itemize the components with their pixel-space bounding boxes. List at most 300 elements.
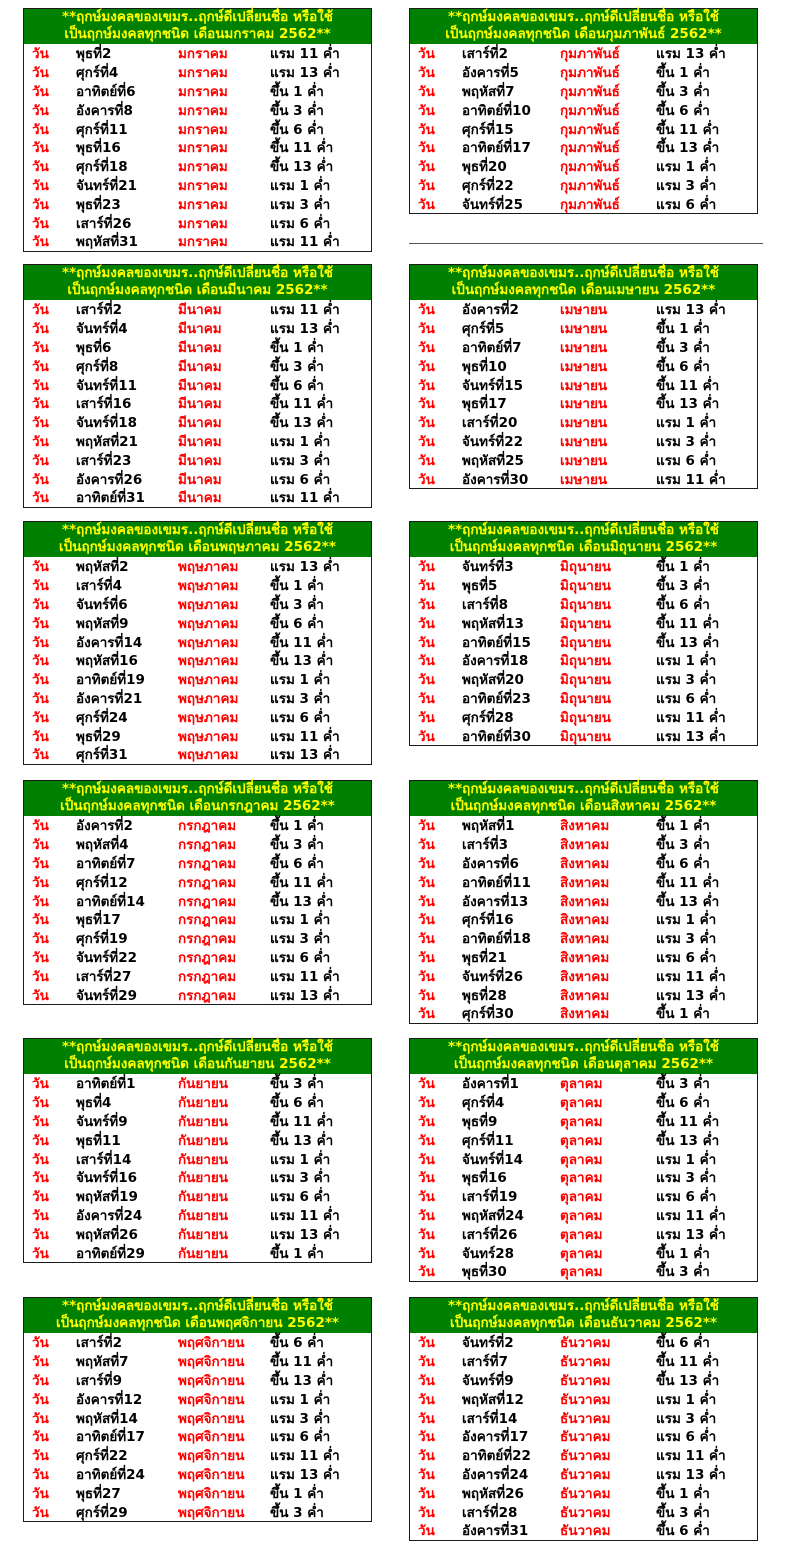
date-row — [410, 1093, 757, 1112]
lunar-phase: แรม 13 ค่ำ — [270, 65, 340, 82]
weekday-date: ศุกร์ที่18 — [76, 159, 128, 176]
month-name: ธันวาคม — [560, 1466, 611, 1483]
date-row — [410, 835, 757, 854]
date-row — [410, 1352, 757, 1371]
date-row — [410, 966, 757, 985]
date-row — [410, 1427, 757, 1446]
date-row — [410, 1502, 757, 1521]
lunar-phase: ขึ้น 3 ค่ำ — [270, 102, 324, 119]
weekday-date: เสาร์ที่20 — [462, 415, 518, 432]
weekday-date: เสาร์ที่8 — [462, 597, 508, 613]
month-name: ธันวาคม — [560, 1429, 611, 1446]
date-row — [24, 213, 371, 232]
lunar-phase: แรม 11 ค่ำ — [270, 490, 340, 507]
lunar-phase: แรม 1 ค่ำ — [656, 159, 717, 176]
date-row — [410, 595, 757, 614]
header-line-1: **ฤกษ์มงคลของเขมร..ฤกษ์ดีเปลี่ยนชื่อ หรือใช้ — [448, 1039, 719, 1055]
lunar-phase: แรม 1 ค่ำ — [270, 1151, 331, 1168]
day-prefix: วัน — [32, 856, 49, 872]
month-card-header — [410, 265, 757, 300]
day-prefix: วัน — [32, 65, 49, 82]
month-name: กุมภาพันธ์ — [560, 159, 620, 176]
header-line-1: **ฤกษ์มงคลของเขมร..ฤกษ์ดีเปลี่ยนชื่อ หรือใช้ — [448, 1298, 719, 1314]
month-card — [409, 1038, 758, 1282]
date-row — [24, 157, 371, 176]
lunar-phase: แรม 3 ค่ำ — [656, 931, 717, 948]
month-name: พฤศจิกายน — [178, 1448, 245, 1465]
weekday-date: เสาร์ที่16 — [76, 396, 132, 413]
date-row — [24, 651, 371, 670]
day-prefix: วัน — [32, 615, 49, 632]
weekday-date: อังคารที่14 — [76, 634, 143, 651]
month-name: พฤศจิกายน — [178, 1504, 245, 1521]
date-row — [410, 651, 757, 670]
day-prefix: วัน — [418, 1095, 435, 1112]
day-prefix: วัน — [418, 1132, 435, 1149]
day-prefix: วัน — [418, 615, 435, 632]
lunar-phase: ขึ้น 11 ค่ำ — [270, 874, 334, 891]
weekday-date: จันทร์ที่26 — [462, 968, 523, 985]
weekday-date: จันทร์ที่6 — [76, 597, 128, 613]
lunar-phase: แรม 11 ค่ำ — [270, 1448, 340, 1465]
day-prefix: วัน — [32, 121, 49, 138]
lunar-phase: ขึ้น 13 ค่ำ — [270, 1132, 334, 1149]
weekday-date: ศุกร์ที่8 — [76, 358, 119, 375]
month-name: มกราคม — [178, 121, 228, 138]
month-name: ธันวาคม — [560, 1523, 611, 1540]
lunar-phase: ขึ้น 1 ค่ำ — [656, 65, 710, 82]
lunar-phase: แรม 11 ค่ำ — [656, 471, 726, 488]
weekday-date: พุธที่2 — [76, 46, 112, 63]
weekday-date: อาทิตย์ที่19 — [76, 672, 145, 689]
date-row — [410, 557, 757, 576]
lunar-phase: แรม 6 ค่ำ — [270, 709, 331, 726]
weekday-date: อาทิตย์ที่14 — [76, 893, 145, 910]
date-row — [410, 63, 757, 82]
date-row — [410, 1262, 757, 1281]
day-prefix: วัน — [32, 987, 49, 1004]
day-prefix: วัน — [418, 1410, 435, 1427]
date-row — [24, 1483, 371, 1502]
date-row — [24, 891, 371, 910]
lunar-phase: ขึ้น 3 ค่ำ — [656, 837, 710, 854]
day-prefix: วัน — [32, 1189, 49, 1206]
month-card — [23, 780, 372, 1005]
day-prefix: วัน — [32, 102, 49, 119]
lunar-phase: ขึ้น 13 ค่ำ — [270, 415, 334, 432]
date-row — [410, 1483, 757, 1502]
date-row — [410, 854, 757, 873]
lunar-phase: แรม 3 ค่ำ — [270, 196, 331, 213]
lunar-phase: แรม 1 ค่ำ — [270, 672, 331, 689]
weekday-date: พฤหัสที่12 — [462, 1391, 524, 1408]
month-name: มิถุนายน — [560, 709, 612, 726]
date-list — [410, 44, 757, 213]
day-prefix: วัน — [32, 874, 49, 891]
lunar-phase: แรม 11 ค่ำ — [656, 1207, 726, 1224]
weekday-date: ศุกร์ที่22 — [76, 1448, 128, 1465]
month-name: มิถุนายน — [560, 597, 612, 613]
day-prefix: วัน — [32, 747, 49, 764]
lunar-phase: แรม 6 ค่ำ — [270, 1189, 331, 1206]
date-row — [24, 44, 371, 63]
day-prefix: วัน — [418, 1391, 435, 1408]
date-row — [410, 157, 757, 176]
weekday-date: เสาร์ที่26 — [462, 1226, 518, 1243]
lunar-phase: แรม 11 ค่ำ — [270, 1207, 340, 1224]
lunar-phase: แรม 1 ค่ำ — [270, 912, 331, 929]
lunar-phase: แรม 6 ค่ำ — [656, 1189, 717, 1206]
lunar-phase: ขึ้น 3 ค่ำ — [270, 358, 324, 375]
weekday-date: อังคารที่30 — [462, 471, 529, 488]
date-row — [410, 413, 757, 432]
lunar-phase: แรม 11 ค่ำ — [656, 709, 726, 726]
lunar-phase: แรม 13 ค่ำ — [270, 559, 340, 576]
date-row — [24, 1149, 371, 1168]
day-prefix: วัน — [418, 874, 435, 891]
lunar-phase: แรม 13 ค่ำ — [270, 1466, 340, 1483]
day-prefix: วัน — [32, 1114, 49, 1130]
month-name: ธันวาคม — [560, 1354, 611, 1371]
weekday-date: เสาร์ที่26 — [76, 215, 132, 232]
weekday-date: เสาร์ที่14 — [76, 1151, 132, 1168]
lunar-phase: แรม 6 ค่ำ — [656, 452, 717, 469]
lunar-phase: แรม 1 ค่ำ — [270, 177, 331, 194]
weekday-date: พุธที่21 — [462, 949, 507, 966]
lunar-phase: แรม 1 ค่ำ — [656, 1391, 717, 1408]
weekday-date: ศุกร์ที่28 — [462, 709, 514, 726]
day-prefix: วัน — [32, 1095, 49, 1112]
day-prefix: วัน — [418, 1504, 435, 1521]
weekday-date: อังคารที่8 — [76, 102, 133, 119]
month-card — [23, 1297, 372, 1522]
date-row — [410, 1243, 757, 1262]
month-name: มิถุนายน — [560, 578, 612, 595]
weekday-date: อาทิตย์ที่7 — [76, 856, 136, 872]
month-name: กรกฎาคม — [178, 912, 237, 929]
month-card-header — [410, 781, 757, 816]
date-row — [24, 1206, 371, 1225]
day-prefix: วัน — [32, 1373, 49, 1389]
day-prefix: วัน — [32, 818, 49, 835]
month-name: มกราคม — [178, 177, 228, 194]
weekday-date: อังคารที่12 — [76, 1391, 143, 1408]
weekday-date: อาทิตย์ที่15 — [462, 634, 531, 651]
month-name: กุมภาพันธ์ — [560, 65, 620, 82]
lunar-phase: แรม 6 ค่ำ — [656, 1429, 717, 1446]
date-row — [410, 1074, 757, 1093]
month-name: ตุลาคม — [560, 1132, 603, 1149]
day-prefix: วัน — [418, 1335, 435, 1352]
date-row — [410, 450, 757, 469]
day-prefix: วัน — [32, 46, 49, 63]
date-row — [410, 1446, 757, 1465]
weekday-date: อังคารที่24 — [76, 1207, 143, 1224]
lunar-phase: แรม 6 ค่ำ — [656, 690, 717, 707]
weekday-date: พุธที่29 — [76, 728, 121, 745]
lunar-phase: ขึ้น 13 ค่ำ — [270, 159, 334, 176]
date-list — [410, 1074, 757, 1281]
lunar-phase: ขึ้น 6 ค่ำ — [270, 1335, 324, 1352]
date-row — [24, 375, 371, 394]
day-prefix: วัน — [418, 1466, 435, 1483]
lunar-phase: ขึ้น 3 ค่ำ — [656, 84, 710, 100]
date-row — [24, 948, 371, 967]
weekday-date: ศุกร์ที่5 — [462, 321, 505, 338]
header-line-2: เป็นฤกษ์มงคลทุกชนิด เดือนกันยายน 2562** — [64, 1056, 331, 1072]
day-prefix: วัน — [32, 1410, 49, 1427]
weekday-date: อาทิตย์ที่17 — [462, 140, 531, 157]
month-name: พฤษภาคม — [178, 578, 239, 595]
date-row — [24, 689, 371, 708]
date-row — [410, 1408, 757, 1427]
month-name: เมษายน — [560, 321, 608, 338]
date-row — [24, 966, 371, 985]
month-card — [409, 264, 758, 489]
date-row — [24, 910, 371, 929]
lunar-phase: แรม 3 ค่ำ — [270, 690, 331, 707]
month-name: ธันวาคม — [560, 1335, 611, 1352]
date-row — [24, 632, 371, 651]
day-prefix: วัน — [32, 177, 49, 194]
date-row — [410, 613, 757, 632]
weekday-date: พฤหัสที่4 — [76, 837, 129, 854]
day-prefix: วัน — [418, 1245, 435, 1262]
weekday-date: พุธที่16 — [462, 1170, 507, 1187]
lunar-phase: แรม 13 ค่ำ — [270, 747, 340, 764]
weekday-date: ศุกร์ที่30 — [462, 1006, 514, 1023]
date-row — [24, 194, 371, 213]
weekday-date: อังคารที่5 — [462, 65, 519, 82]
date-row — [24, 138, 371, 157]
month-card — [23, 264, 372, 508]
month-name: มีนาคม — [178, 471, 222, 488]
lunar-phase: แรม 1 ค่ำ — [656, 1151, 717, 1168]
date-row — [24, 1224, 371, 1243]
weekday-date: อาทิตย์ที่29 — [76, 1245, 145, 1262]
day-prefix: วัน — [32, 140, 49, 157]
date-row — [24, 1074, 371, 1093]
month-name: กันยายน — [178, 1245, 229, 1262]
day-prefix: วัน — [418, 1207, 435, 1224]
lunar-phase: ขึ้น 11 ค่ำ — [656, 1354, 720, 1371]
month-name: กุมภาพันธ์ — [560, 196, 620, 213]
day-prefix: วัน — [418, 949, 435, 966]
date-row — [24, 63, 371, 82]
month-name: มกราคม — [178, 215, 228, 232]
date-row — [410, 432, 757, 451]
header-line-1: **ฤกษ์มงคลของเขมร..ฤกษ์ดีเปลี่ยนชื่อ หรือใช้ — [62, 9, 333, 25]
date-row — [410, 100, 757, 119]
weekday-date: อังคารที่21 — [76, 690, 143, 707]
day-prefix: วัน — [32, 672, 49, 689]
date-row — [410, 356, 757, 375]
weekday-date: จันทร์ที่2 — [462, 1335, 514, 1352]
weekday-date: อังคารที่2 — [462, 302, 519, 319]
lunar-phase: ขึ้น 3 ค่ำ — [270, 1076, 324, 1093]
day-prefix: วัน — [418, 1448, 435, 1465]
weekday-date: อาทิตย์ที่11 — [462, 874, 531, 891]
month-name: กรกฎาคม — [178, 968, 237, 985]
date-row — [24, 595, 371, 614]
month-name: กุมภาพันธ์ — [560, 177, 620, 194]
month-name: กันยายน — [178, 1114, 229, 1130]
header-line-2: เป็นฤกษ์มงคลทุกชนิด เดือนธันวาคม 2562** — [449, 1315, 718, 1331]
month-name: สิงหาคม — [560, 912, 610, 929]
month-card — [409, 780, 758, 1024]
month-name: กรกฎาคม — [178, 837, 237, 854]
weekday-date: อังคารที่2 — [76, 818, 133, 835]
lunar-phase: แรม 3 ค่ำ — [270, 1410, 331, 1427]
lunar-phase: ขึ้น 1 ค่ำ — [656, 1006, 710, 1023]
date-list — [410, 816, 757, 1023]
date-list — [24, 300, 371, 507]
header-line-2: เป็นฤกษ์มงคลทุกชนิด เดือนมกราคม 2562** — [64, 26, 331, 42]
month-name: กันยายน — [178, 1095, 229, 1112]
day-prefix: วัน — [32, 159, 49, 176]
month-name: พฤษภาคม — [178, 709, 239, 726]
weekday-date: อาทิตย์ที่1 — [76, 1076, 136, 1093]
header-line-2: เป็นฤกษ์มงคลทุกชนิด เดือนตุลาคม 2562** — [453, 1056, 714, 1072]
month-name: มกราคม — [178, 159, 228, 176]
month-card — [409, 1297, 758, 1541]
date-row — [24, 707, 371, 726]
weekday-date: อาทิตย์ที่23 — [462, 690, 531, 707]
weekday-date: พุธที่27 — [76, 1485, 121, 1502]
header-line-2: เป็นฤกษ์มงคลทุกชนิด เดือนเมษายน 2562** — [451, 282, 716, 298]
day-prefix: วัน — [418, 140, 435, 157]
date-row — [24, 1465, 371, 1484]
weekday-date: เสาร์ที่27 — [76, 968, 132, 985]
lunar-phase: ขึ้น 6 ค่ำ — [270, 856, 324, 872]
date-row — [410, 1168, 757, 1187]
date-row — [24, 394, 371, 413]
lunar-phase: แรม 11 ค่ำ — [270, 46, 340, 63]
lunar-phase: ขึ้น 13 ค่ำ — [270, 653, 334, 670]
day-prefix: วัน — [418, 1151, 435, 1168]
day-prefix: วัน — [32, 1076, 49, 1093]
lunar-phase: ขึ้น 3 ค่ำ — [270, 597, 324, 613]
weekday-date: ศุกร์ที่31 — [76, 747, 128, 764]
month-name: สิงหาคม — [560, 931, 610, 948]
weekday-date: พฤหัสที่20 — [462, 672, 524, 689]
day-prefix: วัน — [32, 1170, 49, 1187]
weekday-date: พฤหัสที่9 — [76, 615, 129, 632]
month-card-header — [24, 265, 371, 300]
day-prefix: วัน — [418, 968, 435, 985]
date-row — [410, 1187, 757, 1206]
lunar-phase: ขึ้น 13 ค่ำ — [656, 396, 720, 413]
day-prefix: วัน — [32, 396, 49, 413]
month-name: กุมภาพันธ์ — [560, 84, 620, 100]
month-name: ตุลาคม — [560, 1170, 603, 1187]
day-prefix: วัน — [418, 1006, 435, 1023]
lunar-phase: ขึ้น 3 ค่ำ — [656, 340, 710, 356]
day-prefix: วัน — [32, 1335, 49, 1352]
lunar-phase: แรม 11 ค่ำ — [270, 728, 340, 745]
weekday-date: พุธที่28 — [462, 987, 507, 1004]
weekday-date: พุธที่4 — [76, 1095, 112, 1112]
month-name: พฤษภาคม — [178, 615, 239, 632]
lunar-phase: แรม 13 ค่ำ — [270, 987, 340, 1004]
date-row — [24, 557, 371, 576]
month-name: มีนาคม — [178, 433, 222, 450]
month-name: พฤษภาคม — [178, 690, 239, 707]
lunar-phase: ขึ้น 6 ค่ำ — [270, 615, 324, 632]
month-name: เมษายน — [560, 358, 608, 375]
header-line-1: **ฤกษ์มงคลของเขมร..ฤกษ์ดีเปลี่ยนชื่อ หรือใช้ — [448, 781, 719, 797]
lunar-phase: แรม 3 ค่ำ — [270, 931, 331, 948]
month-name: เมษายน — [560, 452, 608, 469]
month-name: พฤศจิกายน — [178, 1373, 245, 1389]
month-name: สิงหาคม — [560, 949, 610, 966]
month-name: พฤษภาคม — [178, 672, 239, 689]
weekday-date: อาทิตย์ที่7 — [462, 340, 522, 356]
day-prefix: วัน — [32, 321, 49, 338]
weekday-date: พฤหัสที่19 — [76, 1189, 138, 1206]
weekday-date: อาทิตย์ที่17 — [76, 1429, 145, 1446]
day-prefix: วัน — [418, 196, 435, 213]
weekday-date: จันทร์ที่21 — [76, 177, 137, 194]
date-row — [24, 1446, 371, 1465]
date-row — [410, 1371, 757, 1390]
day-prefix: วัน — [32, 968, 49, 985]
date-row — [24, 726, 371, 745]
month-name: มิถุนายน — [560, 690, 612, 707]
day-prefix: วัน — [418, 340, 435, 356]
lunar-phase: แรม 13 ค่ำ — [656, 46, 726, 63]
lunar-phase: ขึ้น 11 ค่ำ — [270, 140, 334, 157]
date-row — [410, 985, 757, 1004]
weekday-date: เสาร์ที่9 — [76, 1373, 122, 1389]
weekday-date: จันทร์ที่3 — [462, 559, 514, 576]
date-row — [410, 929, 757, 948]
day-prefix: วัน — [418, 728, 435, 745]
lunar-phase: ขึ้น 13 ค่ำ — [656, 634, 720, 651]
weekday-date: พฤหัสที่7 — [462, 84, 515, 100]
lunar-phase: ขึ้น 6 ค่ำ — [656, 102, 710, 119]
lunar-phase: แรม 13 ค่ำ — [656, 1466, 726, 1483]
weekday-date: เสาร์ที่23 — [76, 452, 132, 469]
date-row — [410, 119, 757, 138]
lunar-phase: ขึ้น 13 ค่ำ — [656, 1132, 720, 1149]
header-line-2: เป็นฤกษ์มงคลทุกชนิด เดือนกรกฎาคม 2562** — [60, 798, 335, 814]
month-name: ธันวาคม — [560, 1391, 611, 1408]
weekday-date: จันทร์ที่29 — [76, 987, 137, 1004]
day-prefix: วัน — [418, 893, 435, 910]
date-row — [410, 1521, 757, 1540]
date-row — [410, 1149, 757, 1168]
day-prefix: วัน — [32, 578, 49, 595]
day-prefix: วัน — [32, 340, 49, 356]
month-name: เมษายน — [560, 377, 608, 394]
day-prefix: วัน — [418, 1189, 435, 1206]
month-name: มกราคม — [178, 46, 228, 63]
date-row — [24, 300, 371, 319]
date-row — [24, 469, 371, 488]
weekday-date: จันทร์ที่9 — [462, 1373, 514, 1389]
month-name: เมษายน — [560, 396, 608, 413]
date-row — [410, 1389, 757, 1408]
date-row — [24, 1112, 371, 1131]
weekday-date: อาทิตย์ที่10 — [462, 102, 531, 119]
day-prefix: วัน — [32, 559, 49, 576]
header-line-1: **ฤกษ์มงคลของเขมร..ฤกษ์ดีเปลี่ยนชื่อ หรือใช้ — [448, 9, 719, 25]
weekday-date: อาทิตย์ที่22 — [462, 1448, 531, 1465]
month-name: มีนาคม — [178, 358, 222, 375]
weekday-date: พุธที่5 — [462, 578, 498, 595]
date-row — [24, 1427, 371, 1446]
